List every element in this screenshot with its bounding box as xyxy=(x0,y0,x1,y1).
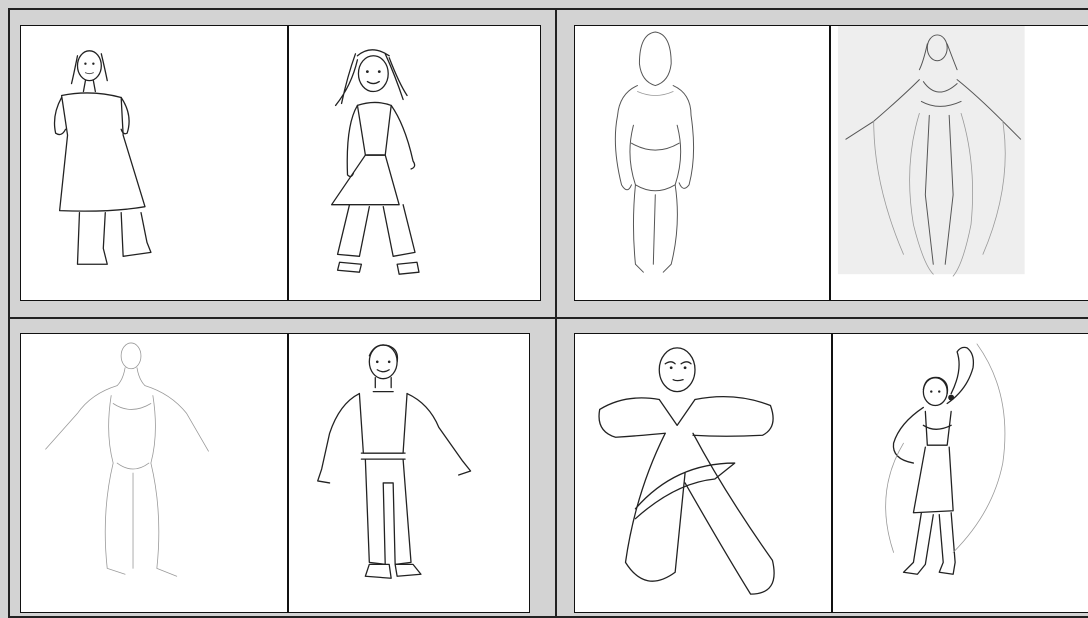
panel-bottom-left xyxy=(20,333,530,613)
belly-dancer-sketch-icon xyxy=(575,334,1088,612)
veiled-dancer-sketch-icon xyxy=(575,26,1088,300)
horizontal-divider xyxy=(10,317,1088,319)
vertical-divider xyxy=(555,10,557,616)
panel-bottom-right xyxy=(574,333,1088,613)
trousers-figure-sketch-icon xyxy=(21,334,529,612)
panel-top-right xyxy=(574,25,1088,301)
panel-top-left xyxy=(20,25,541,301)
long-hair-girl-sketch-icon xyxy=(21,26,540,300)
figure-grid xyxy=(8,8,1088,618)
